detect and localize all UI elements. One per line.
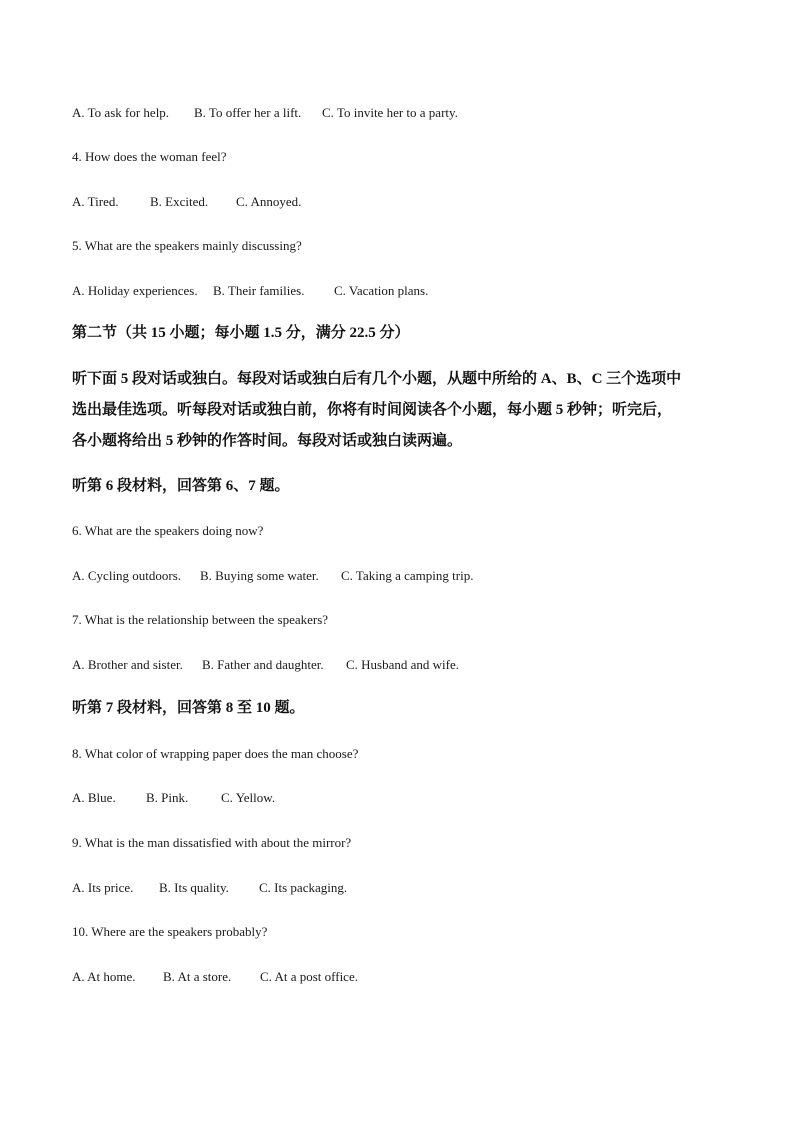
q10-option-c: C. At a post office.	[260, 969, 358, 984]
q9-option-b: B. Its quality.	[159, 880, 229, 895]
q10-option-b: B. At a store.	[163, 969, 232, 984]
q7-option-b: B. Father and daughter.	[202, 657, 324, 672]
q10-option-a: A. At home.	[72, 969, 136, 984]
q9-option-a: A. Its price.	[72, 880, 134, 895]
q8-options	[72, 790, 275, 806]
q9-option-c: C. Its packaging.	[259, 880, 348, 895]
q6-option-a: A. Cycling outdoors.	[72, 568, 182, 583]
q7-options	[72, 657, 459, 673]
q7-option-c: C. Husband and wife.	[346, 657, 460, 672]
q8-option-c: C. Yellow.	[221, 790, 276, 805]
q9-options	[72, 880, 347, 896]
q3-option-a: A. To ask for help.	[72, 105, 170, 120]
q5-options	[72, 283, 428, 299]
material-7-heading: 听第 7 段材料，回答第 8 至 10 题。	[72, 700, 305, 716]
q8-option-b: B. Pink.	[146, 790, 189, 805]
q10-question: 10. Where are the speakers probably?	[72, 924, 268, 939]
q6-option-c: C. Taking a camping trip.	[341, 568, 474, 583]
q10-options	[72, 969, 358, 985]
material-6-heading: 听第 6 段材料，回答第 6、7 题。	[72, 478, 290, 494]
q6-option-b: B. Buying some water.	[200, 568, 319, 583]
q4-option-c: C. Annoyed.	[236, 194, 302, 209]
q5-option-c: C. Vacation plans.	[334, 283, 429, 298]
q5-question: 5. What are the speakers mainly discussing?	[72, 238, 302, 253]
q6-options	[72, 568, 473, 584]
q4-option-b: B. Excited.	[150, 194, 209, 209]
q4-question: 4. How does the woman feel?	[72, 149, 227, 164]
instruction-line-3: 各小题将给出 5 秒钟的作答时间。每段对话或独白读两遍。	[72, 433, 463, 449]
instruction-line-2: 选出最佳选项。听每段对话或独白前，你将有时间阅读各个小题，每小题 5 秒钟；听完后，	[72, 402, 673, 418]
section-instructions	[72, 364, 732, 457]
q6-question: 6. What are the speakers doing now?	[72, 523, 264, 538]
q3-options	[72, 105, 458, 121]
q4-option-a: A. Tired.	[72, 194, 119, 209]
instruction-line-1: 听下面 5 段对话或独白。每段对话或独白后有几个小题，从题中所给的 A、B、C 三个选项中	[72, 371, 682, 387]
q5-option-a: A. Holiday experiences.	[72, 283, 198, 298]
q7-option-a: A. Brother and sister.	[72, 657, 183, 672]
q3-option-c: C. To invite her to a party.	[322, 105, 458, 120]
q4-options	[72, 194, 301, 210]
q8-option-a: A. Blue.	[72, 790, 116, 805]
q9-question: 9. What is the man dissatisfied with about the mirror?	[72, 835, 352, 850]
q8-question: 8. What color of wrapping paper does the man choose?	[72, 746, 359, 761]
section-title: 第二节（共 15 小题；每小题 1.5 分，满分 22.5 分）	[72, 325, 410, 341]
q5-option-b: B. Their families.	[213, 283, 305, 298]
q3-option-b: B. To offer her a lift.	[194, 105, 302, 120]
q7-question: 7. What is the relationship between the speakers?	[72, 612, 329, 627]
